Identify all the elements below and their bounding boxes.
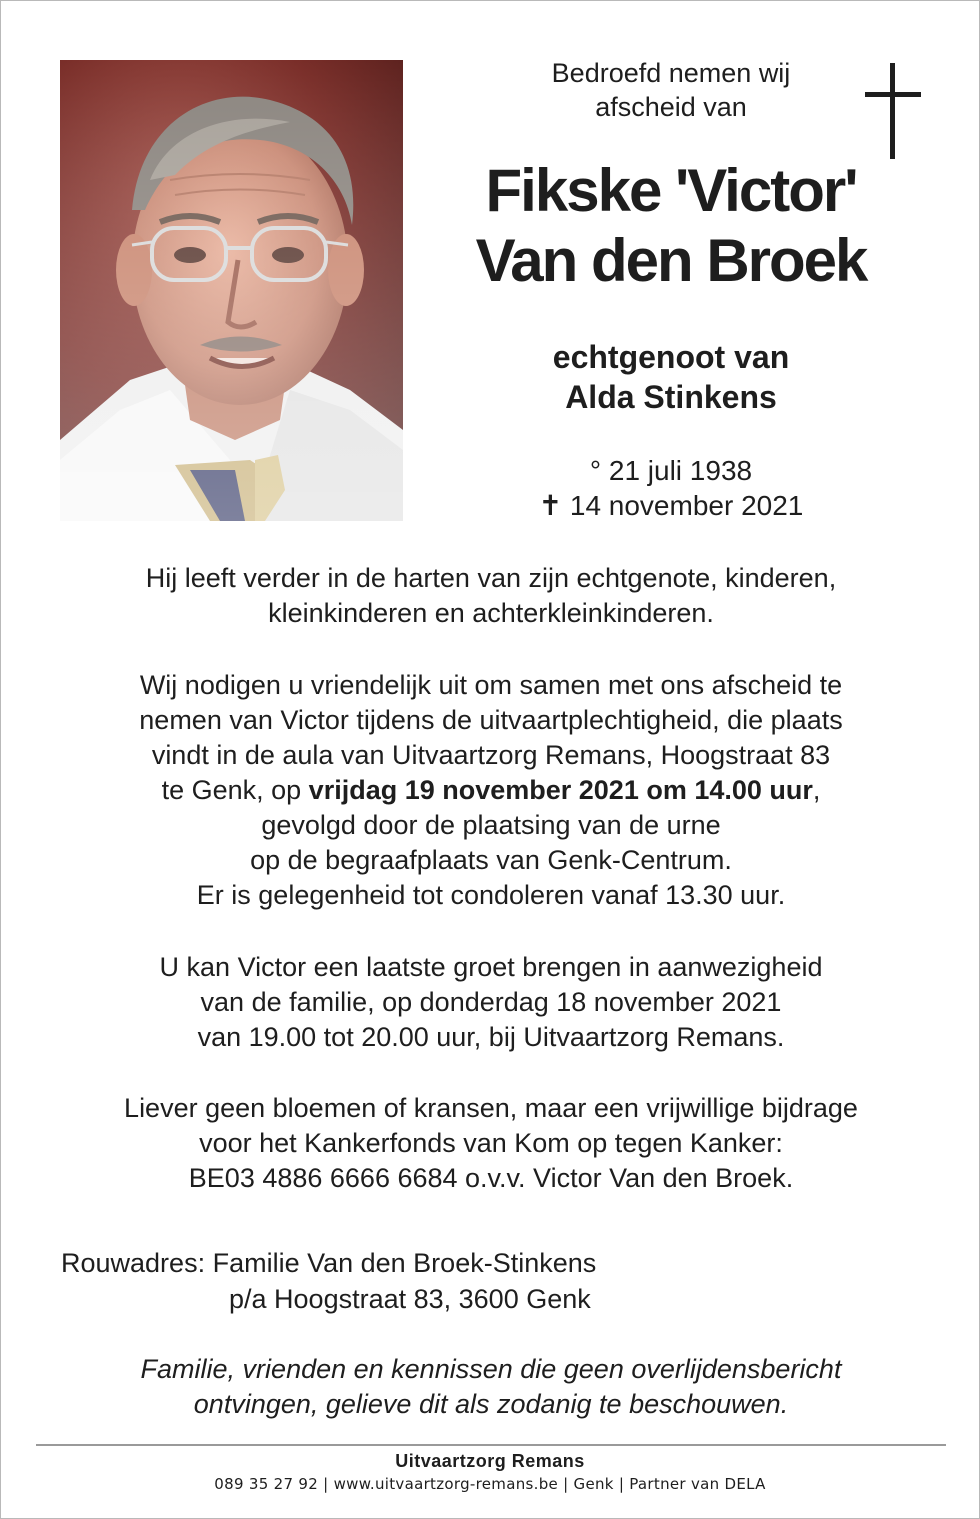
birth-date: ° 21 juli 1938: [589, 455, 753, 486]
intro-text: [451, 56, 891, 124]
spouse-label: echtgenoot van: [552, 339, 790, 375]
donation-line-2: voor het Kankerfonds van Kom op tegen Kanker:: [199, 1128, 783, 1158]
visit-line-3: van 19.00 tot 20.00 uur, bij Uitvaartzorg Remans.: [197, 1022, 785, 1052]
invitation-line-4-end: ,: [812, 775, 821, 805]
donation-line-1: Liever geen bloemen of kransen, maar een vrijwillige bijdrage: [124, 1093, 858, 1123]
address-line-1: Rouwadres: Familie Van den Broek-Stinkens: [61, 1248, 597, 1278]
mourning-address: [61, 1245, 596, 1317]
deceased-name-line-2: Van den Broek: [475, 227, 867, 294]
invitation-line-4-start: te Genk, op: [161, 775, 309, 805]
closing-line-1: Familie, vrienden en kennissen die geen overlijdensbericht: [140, 1354, 842, 1384]
remembrance-paragraph: [41, 561, 941, 631]
footer-contact-info: 089 35 27 92 | www.uitvaartzorg-remans.be | Genk | Partner van DELA: [214, 1475, 766, 1493]
death-date: ✝ 14 november 2021: [538, 490, 804, 521]
visit-line-2: van de familie, op donderdag 18 november 2021: [200, 987, 782, 1017]
life-dates: [451, 453, 891, 523]
deceased-name: [451, 156, 891, 296]
footer-divider: [36, 1444, 946, 1446]
portrait-photo: [60, 60, 403, 521]
donation-paragraph: [41, 1091, 941, 1196]
invitation-line-2: nemen van Victor tijdens de uitvaartplechtigheid, die plaats: [139, 705, 843, 735]
remembrance-line-1: Hij leeft verder in de harten van zijn echtgenote, kinderen,: [145, 563, 837, 593]
invitation-line-7: Er is gelegenheid tot condoleren vanaf 13.30 uur.: [196, 880, 786, 910]
farewell-visit-paragraph: [41, 950, 941, 1055]
intro-line-2: afscheid van: [595, 92, 747, 122]
invitation-line-4: [41, 773, 941, 808]
invitation-line-5: gevolgd door de plaatsing van de urne: [261, 810, 721, 840]
remembrance-line-2: kleinkinderen en achterkleinkinderen.: [268, 598, 714, 628]
portrait-illustration: [60, 60, 403, 521]
footer-company-name: Uitvaartzorg Remans: [395, 1451, 585, 1471]
closing-notice: [41, 1352, 941, 1422]
invitation-line-6: op de begraafplaats van Genk-Centrum.: [250, 845, 732, 875]
spouse-name: Alda Stinkens: [565, 379, 777, 415]
invitation-line-1: Wij nodigen u vriendelijk uit om samen met ons afscheid te: [139, 670, 843, 700]
visit-line-1: U kan Victor een laatste groet brengen in aanwezigheid: [159, 952, 823, 982]
funeral-date-time: vrijdag 19 november 2021 om 14.00 uur: [308, 775, 813, 805]
donation-line-3: BE03 4886 6666 6684 o.v.v. Victor Van den Broek.: [188, 1163, 794, 1193]
address-line-2: p/a Hoogstraat 83, 3600 Genk: [229, 1284, 591, 1314]
closing-line-2: ontvingen, gelieve dit als zodanig te beschouwen.: [193, 1389, 789, 1419]
intro-line-1: Bedroefd nemen wij: [551, 58, 791, 88]
funeral-invitation-paragraph: [41, 668, 941, 913]
invitation-line-3: vindt in de aula van Uitvaartzorg Remans, Hoogstraat 83: [151, 740, 831, 770]
deceased-name-line-1: Fikske 'Victor': [485, 157, 857, 224]
